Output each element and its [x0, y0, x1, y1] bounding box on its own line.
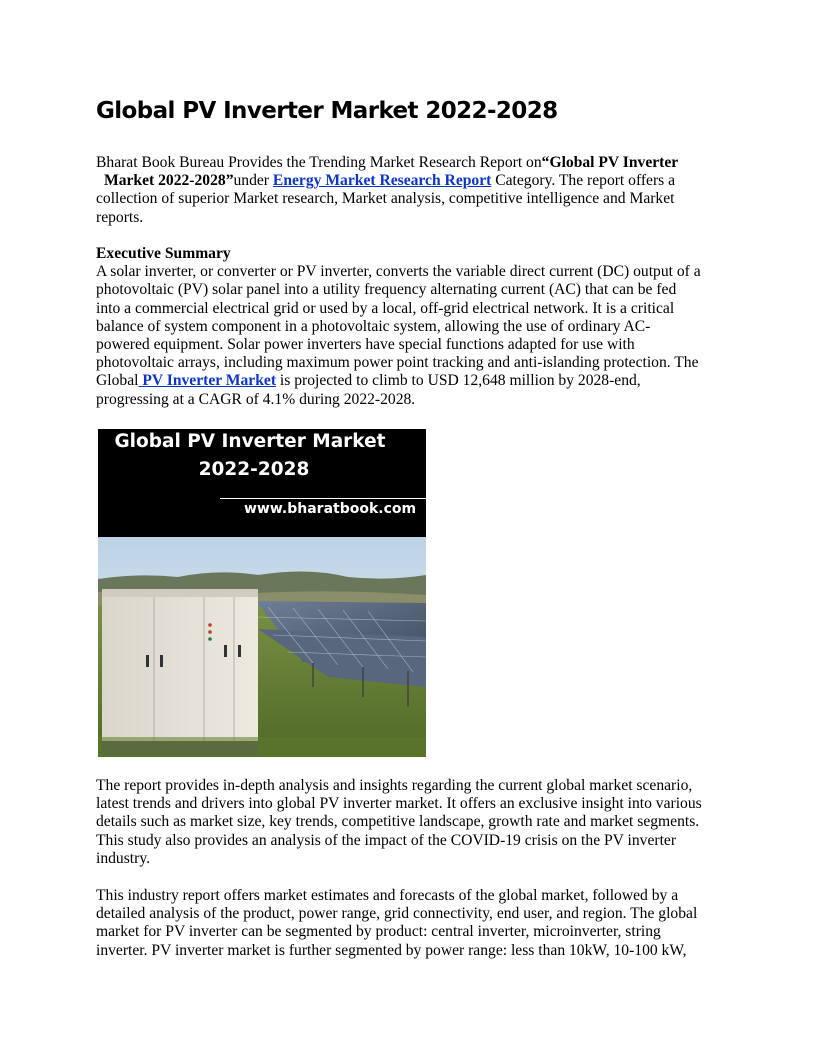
pv-inverter-market-link[interactable]: PV Inverter Market — [138, 372, 277, 390]
analysis-line: The report provides in-depth analysis and insights regarding the current global market scenario, — [96, 777, 693, 794]
analysis-line: details such as market size, key trends, competitive landscape, growth rate and market segments. — [96, 813, 700, 831]
analysis-paragraph — [96, 777, 726, 868]
analysis-line: This study also provides an analysis of the impact of the COVID-19 crisis on the PV inverter — [96, 831, 677, 849]
summary-line: progressing at a CAGR of 4.1% during 2022-2028. — [96, 390, 416, 408]
report-name-bold-2: Market 2022-2028” — [104, 172, 234, 190]
report-name-bold: “Global PV Inverter — [541, 154, 679, 171]
banner-header — [98, 429, 426, 537]
executive-summary — [96, 245, 726, 409]
summary-line: A solar inverter, or converter or PV inverter, converts the variable direct current (DC) output of a — [96, 263, 701, 281]
segmentation-line: detailed analysis of the product, power range, grid connectivity, end user, and region. The global — [96, 905, 698, 923]
page-title: Global PV Inverter Market 2022-2028 — [96, 98, 558, 124]
segmentation-line: market for PV inverter can be segmented by product: central inverter, microinverter, string — [96, 923, 661, 941]
analysis-line: latest trends and drivers into global PV inverter market. It offers an exclusive insight into various — [96, 795, 702, 813]
summary-line: photovoltaic arrays, including maximum power point tracking and anti-islanding protection. The — [96, 354, 699, 372]
intro-line-3: collection of superior Market research, Market analysis, competitive intelligence and Market — [96, 190, 675, 208]
energy-market-report-link[interactable]: Energy Market Research Report — [272, 172, 492, 190]
report-banner-image — [98, 429, 426, 757]
segmentation-paragraph — [96, 887, 726, 960]
intro-line-4: reports. — [96, 208, 144, 226]
intro-under: under — [233, 172, 270, 190]
segmentation-line: This industry report offers market estimates and forecasts of the global market, followed by a — [96, 887, 679, 904]
intro-line-2 — [96, 172, 726, 190]
summary-line: balance of system component in a photovoltaic system, allowing the use of ordinary AC- — [96, 317, 651, 335]
banner-url: www.bharatbook.com — [244, 501, 417, 517]
banner-divider — [220, 498, 426, 499]
intro-paragraph — [96, 154, 726, 227]
summary-projection-text: is projected to climb to USD 12,648 million by 2028-end, — [276, 372, 641, 390]
intro-line-1 — [96, 154, 726, 172]
intro-category-text: Category. The report offers a — [491, 172, 676, 190]
summary-global-text: Global — [96, 372, 139, 390]
analysis-line: industry. — [96, 849, 150, 867]
segmentation-line: inverter. PV inverter market is further segmented by power range: less than 10kW, 10-100 kW, — [96, 941, 687, 959]
banner-title-line-1: Global PV Inverter Market — [114, 431, 386, 452]
banner-title-line-2: 2022-2028 — [198, 459, 310, 480]
summary-line: into a commercial electrical grid or used by a local, off-grid electrical network. It is a critical — [96, 299, 675, 317]
solar-inverter-photo — [98, 537, 426, 757]
summary-line-with-link — [96, 372, 726, 390]
summary-line: photovoltaic (PV) solar panel into a utility frequency alternating current (AC) that can be fed — [96, 281, 677, 299]
summary-line: powered equipment. Solar power inverters have special functions adapted for use with — [96, 336, 635, 354]
section-heading: Executive Summary — [96, 245, 231, 262]
intro-text: Bharat Book Bureau Provides the Trending Market Research Report on — [96, 154, 542, 171]
inverter-cabinet — [102, 589, 258, 755]
